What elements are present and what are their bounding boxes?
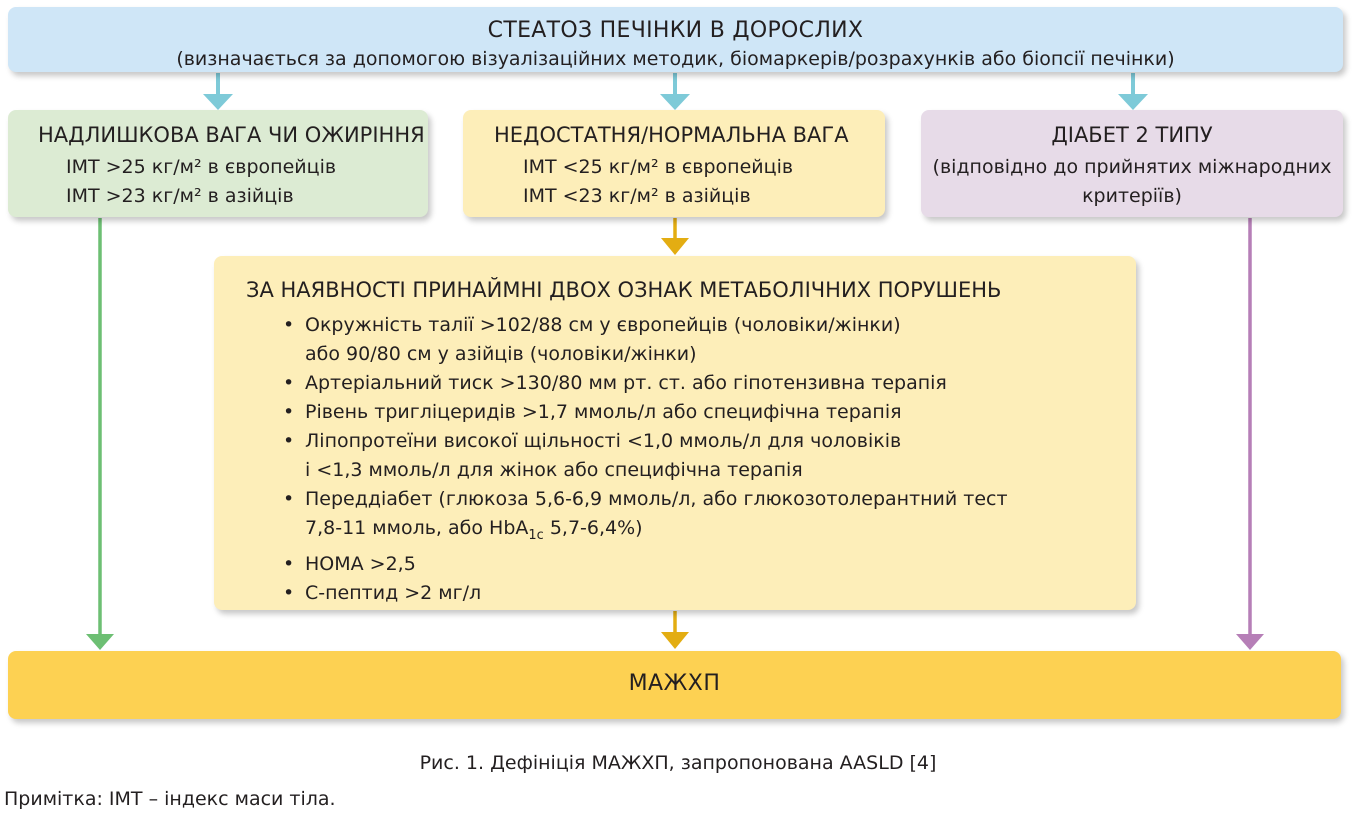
criterion-waist-line-1: Окружність талії >102/88 см у європейців (чоловіки/жінки) [305,314,901,336]
steatosis-box [8,7,1343,72]
criterion-homa [283,550,1008,579]
steatosis-subtitle: (визначається за допомогою візуалізаційних методик, біомаркерів/розрахунків або біопсії печінки) [176,48,1175,70]
steatosis-title: СТЕАТОЗ ПЕЧІНКИ В ДОРОСЛИХ [487,18,864,43]
arrow-top-to-overweight [203,73,233,110]
footnote: Примітка: ІМТ – індекс маси тіла. [4,788,336,810]
criterion-triglycerides-text: Рівень тригліцеридів >1,7 ммоль/л або специфічна терапія [305,401,902,423]
metabolic-title: ЗА НАЯВНОСТІ ПРИНАЙМНІ ДВОХ ОЗНАК МЕТАБОЛІЧНИХ ПОРУШЕНЬ [246,278,1002,302]
overweight-box [8,110,428,217]
bullet: • [283,401,295,423]
mafld-label: МАЖХП [628,671,721,696]
hba1c-subscript: 1c [528,527,544,543]
diabetes-title: ДІАБЕТ 2 ТИПУ [1051,123,1213,147]
mafld-result-box [8,651,1341,719]
criterion-hdl-line-2: і <1,3 ммоль/л для жінок або специфічна терапія [305,459,803,481]
overweight-line-2: ІМТ >23 кг/м² в азійців [66,185,294,207]
bullet: • [283,552,295,575]
metabolic-criteria-list [283,311,1008,608]
prediabetes-line-2-start: 7,8-11 ммоль, або HbA [305,517,529,539]
bullet: • [283,581,295,604]
normal-weight-title: НЕДОСТАТНЯ/НОРМАЛЬНА ВАГА [494,123,849,147]
diabetes-line-1: (відповідно до прийнятих міжнародних [932,156,1332,178]
arrow-normal-to-metabolic [661,218,689,255]
criterion-prediabetes-line-2 [305,514,1008,550]
normal-weight-line-2: ІМТ <23 кг/м² в азійців [523,185,751,207]
arrow-top-to-normal-weight [660,73,690,110]
bullet: • [283,314,295,336]
diabetes-box [921,110,1343,217]
criterion-hdl-line-1: Ліпопротеїни високої щільності <1,0 ммоль/л для чоловіків [305,430,902,452]
bullet: • [283,430,295,452]
criterion-prediabetes-line-1: Переддіабет (глюкоза 5,6-6,9 ммоль/л, або глюкозотолерантний тест [305,488,1008,510]
arrow-top-to-diabetes [1118,73,1148,110]
criterion-c-peptide [283,579,1008,608]
criterion-blood-pressure-text: Артеріальний тиск >130/80 мм рт. ст. або гіпотензивна терапія [305,372,947,394]
criterion-c-peptide-text: С-пептид >2 мг/л [305,581,482,604]
criterion-triglycerides [283,398,1008,427]
figure-caption: Рис. 1. Дефініція МАЖХП, запропонована AASLD [4] [419,752,937,774]
criterion-blood-pressure [283,369,1008,398]
bullet: • [283,372,295,394]
overweight-title: НАДЛИШКОВА ВАГА ЧИ ОЖИРІННЯ [38,123,425,147]
arrow-overweight-to-result [86,218,114,650]
criterion-waist [283,311,1008,369]
criterion-waist-line-2: або 90/80 см у азійців (чоловіки/жінки) [305,343,697,365]
overweight-line-1: ІМТ >25 кг/м² в європейців [66,156,337,178]
arrow-metabolic-to-result [661,611,689,649]
arrow-diabetes-to-result [1236,218,1264,650]
criterion-homa-text: HOMA >2,5 [305,552,416,575]
bullet: • [283,488,295,510]
prediabetes-line-2-end: 5,7-6,4%) [543,517,643,539]
criterion-hdl [283,427,1008,485]
criterion-prediabetes [283,485,1008,550]
normal-weight-box [463,110,885,217]
metabolic-criteria-box [214,256,1136,610]
diabetes-line-2: критеріїв) [1082,185,1182,207]
normal-weight-line-1: ІМТ <25 кг/м² в європейців [523,156,794,178]
